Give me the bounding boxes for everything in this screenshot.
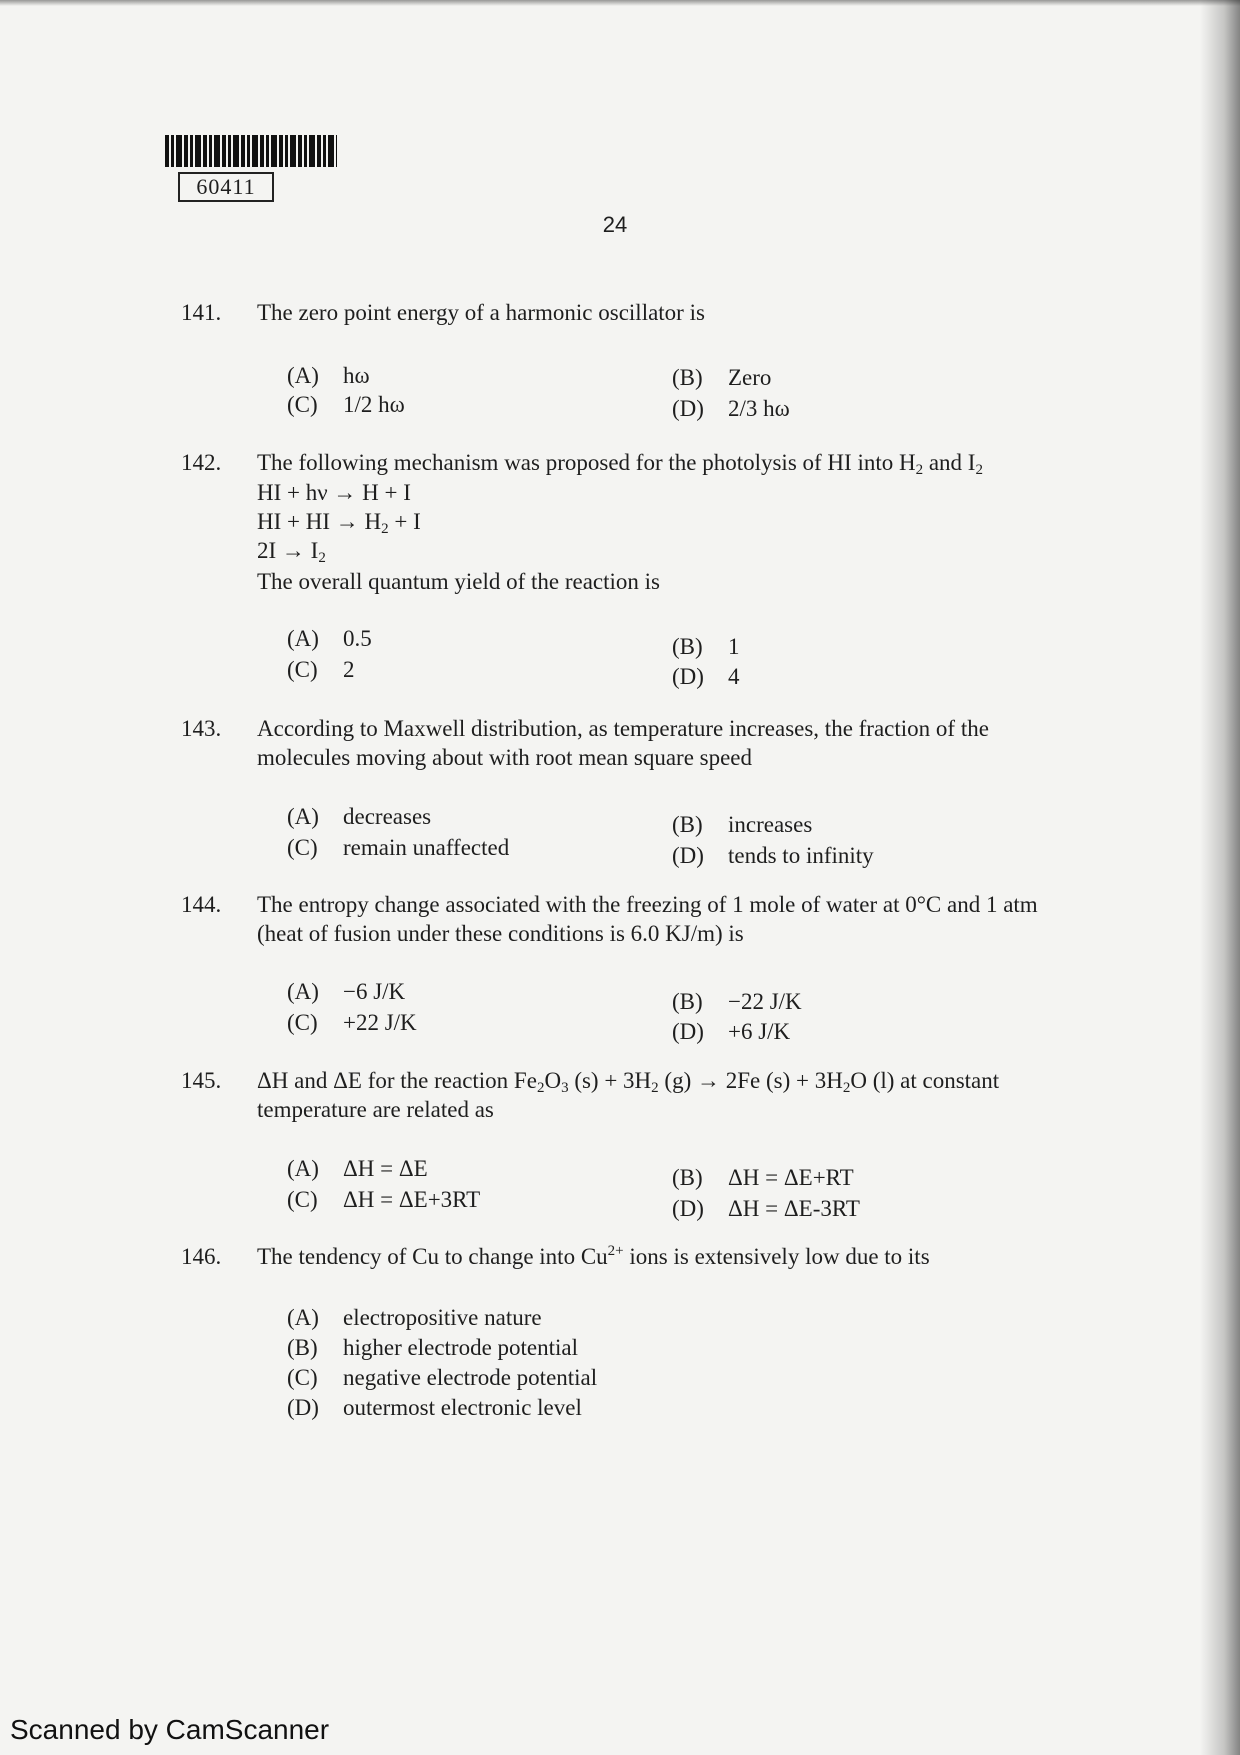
option-a: (A) decreases <box>287 804 432 829</box>
question-number: 142. <box>181 450 222 475</box>
option-c: (C) negative electrode potential <box>287 1365 598 1390</box>
option-c: (C) ΔH = ΔE+3RT <box>287 1187 481 1212</box>
question-stem: The zero point energy of a harmonic oscillator is <box>257 300 705 325</box>
option-d: (D) ΔH = ΔE-3RT <box>672 1196 860 1221</box>
question-number: 145. <box>181 1068 222 1093</box>
option-c: (C) 1/2 hω <box>287 392 405 417</box>
question-number: 141. <box>181 300 222 325</box>
scan-shadow-right <box>1200 0 1240 1755</box>
page-number: 24 <box>602 212 628 237</box>
paper-code: 60411 <box>178 172 274 202</box>
question-number: 143. <box>181 716 222 741</box>
option-b: (B) higher electrode potential <box>287 1335 579 1360</box>
question-stem: The entropy change associated with the freezing of 1 mole of water at 0°C and 1 atm (heat of fusion under these conditions is 6.0 KJ/m) is <box>257 892 1038 946</box>
option-b: (B) Zero <box>672 365 772 390</box>
option-d: (D) +6 J/K <box>672 1019 791 1044</box>
barcode-graphic <box>165 135 337 167</box>
scan-shadow-top <box>0 0 1240 6</box>
option-b: (B) increases <box>672 812 813 837</box>
option-a: (A) electropositive nature <box>287 1305 542 1330</box>
option-d: (D) 4 <box>672 664 740 689</box>
question-stem: According to Maxwell distribution, as temperature increases, the fraction of the molecules moving about with root mean square speed <box>257 716 989 770</box>
option-b: (B) ΔH = ΔE+RT <box>672 1165 854 1190</box>
option-a: (A) hω <box>287 363 370 388</box>
option-b: (B) 1 <box>672 634 740 659</box>
option-d: (D) tends to infinity <box>672 843 874 868</box>
mechanism-step-3: $2I \to I_2$ <box>257 538 326 566</box>
question-stem: The tendency of Cu to change into $Cu^{2+}$ ions is extensively low due to its <box>257 1243 930 1269</box>
option-b: (B) −22 J/K <box>672 989 802 1014</box>
question-stem: ΔH and ΔE for the reaction $Fe_2O_3$ $(s) + 3H_2$ (g) → 2Fe $(s) + 3H_2O$ (l) at constant temperature are related as <box>257 1068 1000 1122</box>
question-number: 144. <box>181 892 222 917</box>
mechanism-step-2: HI + HI → $H_2 + I$ <box>257 509 421 537</box>
scanner-watermark: Scanned by CamScanner <box>10 1714 330 1745</box>
option-c: (C) +22 J/K <box>287 1010 417 1035</box>
option-c: (C) 2 <box>287 657 355 682</box>
question-stem-end: The overall quantum yield of the reaction is <box>257 569 661 594</box>
option-a: (A) 0.5 <box>287 626 372 651</box>
option-d: (D) outermost electronic level <box>287 1395 582 1420</box>
option-a: (A) −6 J/K <box>287 979 406 1004</box>
mechanism-step-1: HI + hν → H + I <box>257 480 411 505</box>
option-d: (D) 2/3 hω <box>672 396 790 421</box>
option-c: (C) remain unaffected <box>287 835 510 860</box>
question-number: 146. <box>181 1244 222 1269</box>
question-stem: The following mechanism was proposed for the photolysis of HI into $H_2$ and $I_2$ <box>257 450 983 478</box>
option-a: (A) ΔH = ΔE <box>287 1156 428 1181</box>
